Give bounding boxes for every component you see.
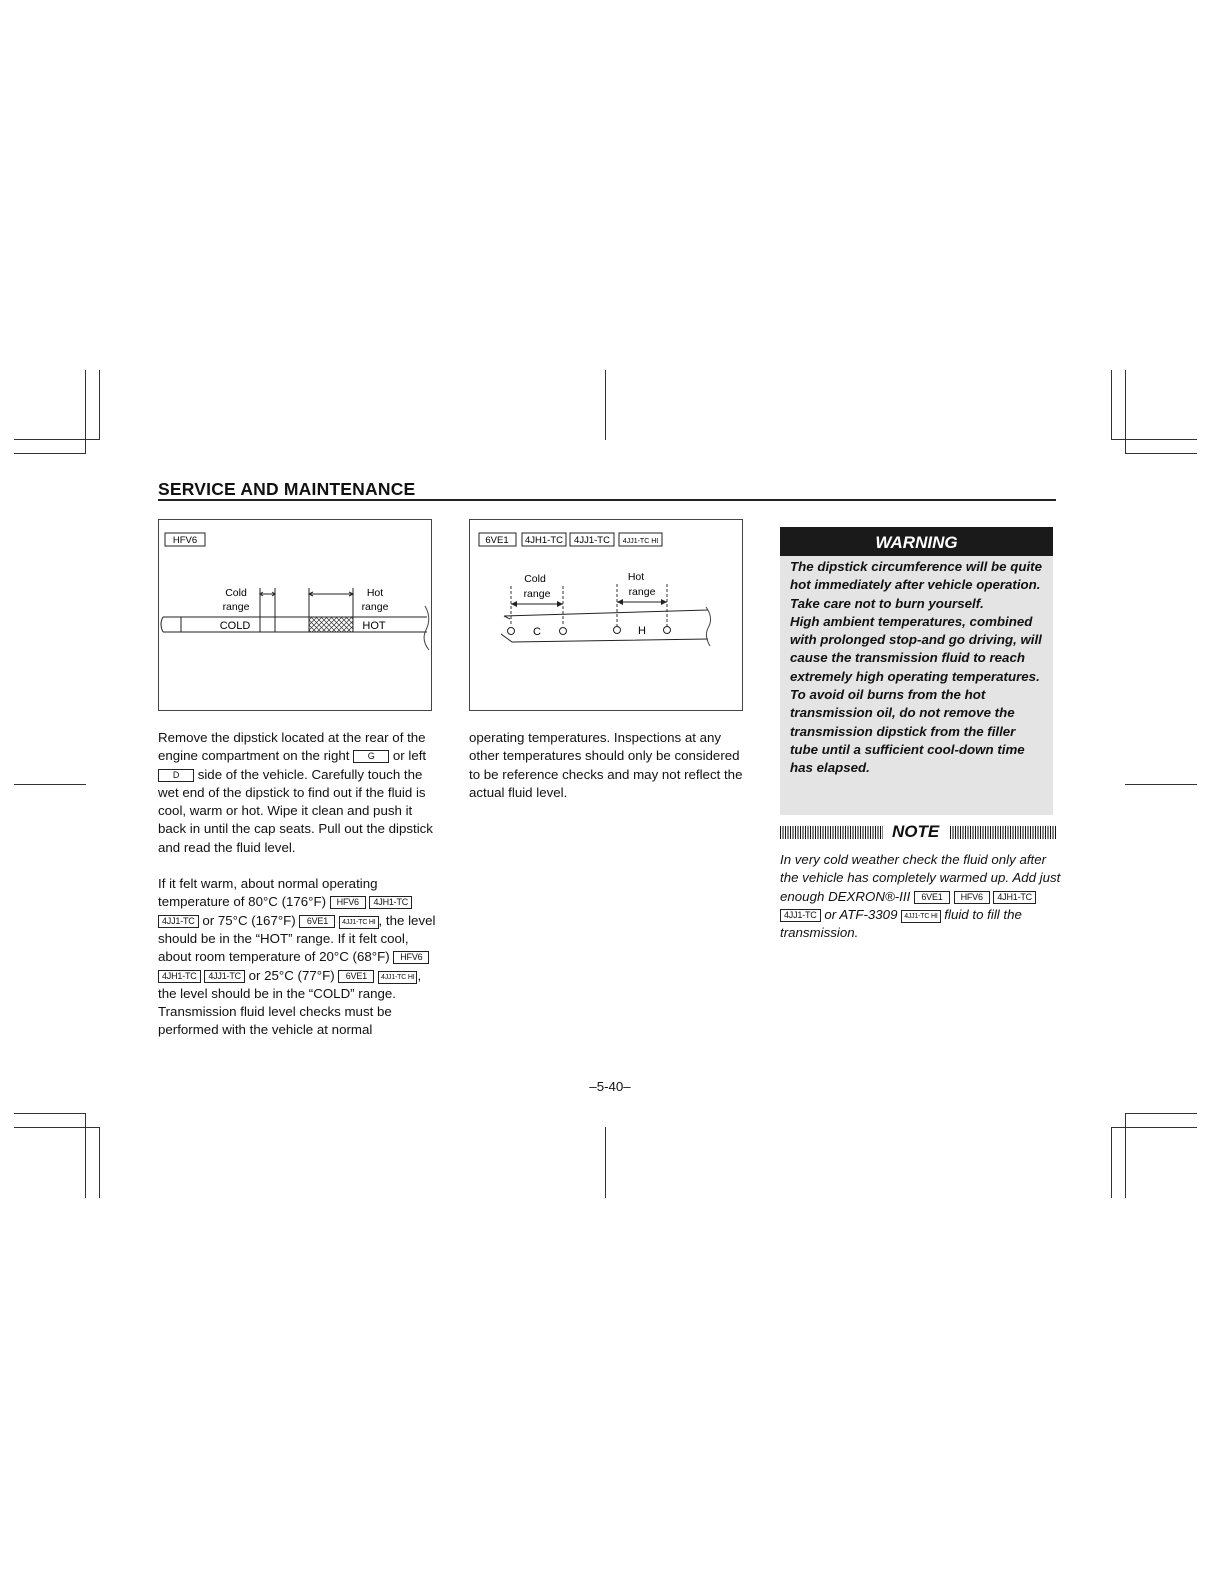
badge-hfv6: HFV6 bbox=[330, 896, 366, 909]
note-heading bbox=[780, 823, 1056, 841]
warning-paragraph-2: High ambient temperatures, combined with prolonged stop-and go driving, will cause the transmission fluid to reach extremely high operating temperatures. bbox=[790, 613, 1042, 684]
fig2-badge-4jj1: 4JJ1-TC bbox=[574, 535, 610, 546]
header-rule bbox=[158, 499, 1056, 501]
fig2-badge-4jj1hi: 4JJ1-TC HI bbox=[622, 538, 659, 545]
badge-4jj1-tc-hi: 4JJ1-TC HI bbox=[339, 916, 378, 929]
fig2-cold-label-1: Cold bbox=[524, 573, 546, 585]
page-number: –5-40– bbox=[589, 1079, 631, 1094]
fig1-cold-text: COLD bbox=[219, 620, 251, 632]
fig2-h-text: H bbox=[638, 625, 646, 637]
dipstick-diagram-diesel bbox=[470, 520, 742, 710]
warning-paragraph-3: To avoid oil burns from the hot transmission oil, do not remove the transmission dipstick from the filler tube until a sufficient cool-down time has elapsed. bbox=[790, 687, 1025, 776]
badge-4jh1-tc: 4JH1-TC bbox=[369, 896, 412, 909]
fig2-hot-label-2: range bbox=[628, 586, 656, 598]
fig1-hot-label-2: range bbox=[361, 601, 389, 613]
fig1-cold-label-2: range bbox=[222, 601, 250, 613]
badge-4jj1-tc: 4JJ1-TC bbox=[204, 970, 245, 983]
paragraph-dipstick-location: Remove the dipstick located at the rear of the engine compartment on the right G or left D side of the vehicle. Carefully touch the wet end of the dipstick to find out if the fluid is cool, warm or hot. Wipe it clean and push it back in until the cap seats. Pull out the dipstick and read the fluid level. bbox=[158, 730, 433, 855]
fig2-badge-6ve1: 6VE1 bbox=[485, 535, 509, 546]
fig1-cold-label-1: Cold bbox=[225, 587, 247, 599]
warning-paragraph-1: The dipstick circumference will be quite hot immediately after vehicle operation. Take care not to burn yourself. bbox=[790, 559, 1042, 611]
badge-4jj1-tc-hi: 4JJ1-TC HI bbox=[378, 971, 417, 984]
badge-hfv6: HFV6 bbox=[954, 891, 990, 904]
fig2-c-text: C bbox=[533, 626, 541, 638]
badge-g: G bbox=[353, 750, 389, 763]
badge-4jh1-tc: 4JH1-TC bbox=[158, 970, 201, 983]
fig1-badge: HFV6 bbox=[172, 535, 198, 546]
paragraph-checks: Transmission fluid level checks must be performed with the vehicle at normal bbox=[158, 1004, 392, 1038]
body-column-2 bbox=[469, 729, 745, 802]
warning-title: WARNING bbox=[780, 527, 1053, 556]
figure-dipstick-diesel bbox=[469, 519, 743, 711]
badge-6ve1: 6VE1 bbox=[914, 891, 950, 904]
figure-dipstick-hfv6 bbox=[158, 519, 432, 711]
fig1-hot-text: HOT bbox=[362, 620, 386, 632]
fig2-cold-label-2: range bbox=[523, 588, 551, 600]
fig2-badge-4jh1: 4JH1-TC bbox=[524, 535, 564, 546]
badge-4jj1-tc: 4JJ1-TC bbox=[780, 909, 821, 922]
badge-hfv6: HFV6 bbox=[393, 951, 429, 964]
note-body: In very cold weather check the fluid only after the vehicle has completely warmed up. Add just enough DEXRON®-III 6VE1 HFV6 4JH1-TC 4JJ1-TC or ATF-3309 4JJ1-TC HI fluid to fill the transmission. bbox=[780, 852, 1061, 941]
badge-6ve1: 6VE1 bbox=[299, 915, 335, 928]
note-title: NOTE bbox=[892, 822, 940, 841]
badge-6ve1: 6VE1 bbox=[338, 970, 374, 983]
badge-4jh1-tc: 4JH1-TC bbox=[993, 891, 1036, 904]
note-bars-right bbox=[950, 826, 1056, 839]
body-column-1 bbox=[158, 729, 436, 1040]
note-bars-left bbox=[780, 826, 883, 839]
badge-d: D bbox=[158, 769, 194, 782]
paragraph-temperature: If it felt warm, about normal operating temperature of 80°C (176°F) HFV6 4JH1-TC 4JJ1-TC or 75°C (167°F) 6VE1 4JJ1-TC HI , the level should be in the “HOT” range. If it felt cool, about room temperature of 20°C (68°F) HFV6 4JH1-TC 4JJ1-TC or 25°C (77°F) 6VE1 4JJ1-TC HI , the level should be in the “COLD” range. bbox=[158, 876, 436, 1001]
fig2-hot-label-1: Hot bbox=[627, 571, 645, 583]
badge-4jj1-tc: 4JJ1-TC bbox=[158, 915, 199, 928]
fig1-hot-label-1: Hot bbox=[366, 587, 384, 599]
warning-box bbox=[780, 527, 1053, 815]
dipstick-diagram-hfv6 bbox=[159, 520, 431, 710]
section-header: SERVICE AND MAINTENANCE bbox=[158, 479, 416, 499]
warning-body bbox=[780, 556, 1053, 778]
badge-4jj1-tc-hi: 4JJ1-TC HI bbox=[901, 910, 940, 923]
paragraph-continued: operating temperatures. Inspections at any other temperatures should only be considered to be reference checks and may not reflect the actual fluid level. bbox=[469, 730, 743, 800]
